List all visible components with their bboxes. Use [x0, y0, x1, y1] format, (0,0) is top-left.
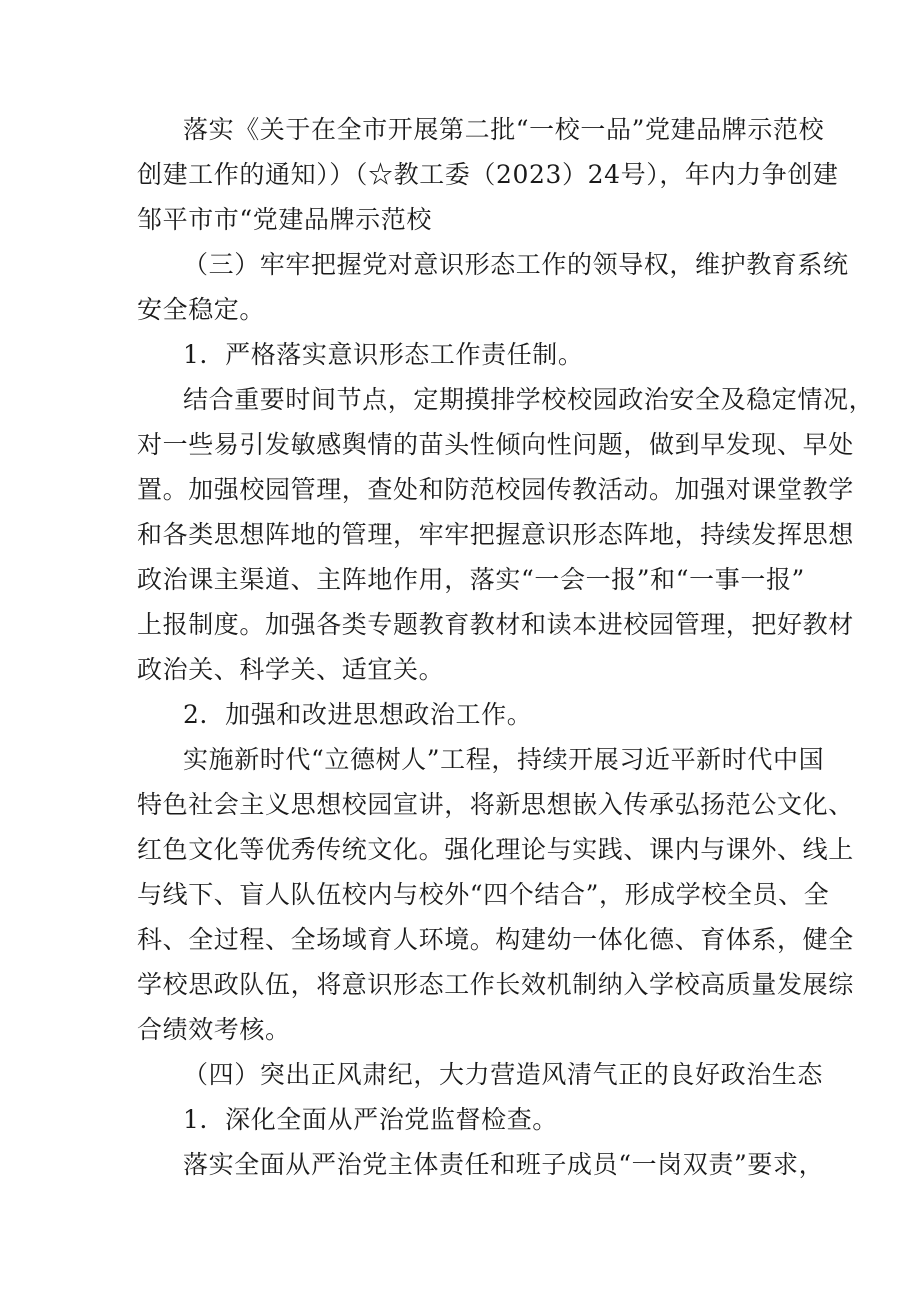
- text-line: 红色文化等优秀传统文化。强化理论与实践、课内与课外、线上: [137, 835, 854, 864]
- subsection-heading: 1．深化全面从严治党监督检查。: [183, 1105, 558, 1134]
- text-line: 创建工作的通知））（☆教工委（2023）24号），年内力争创建: [137, 160, 839, 189]
- text-line: 落实《关于在全市开展第二批“一校一品”党建品牌示范校: [183, 115, 825, 144]
- text-line: 置。加强校园管理，查处和防范校园传教活动。加强对课堂教学: [137, 475, 854, 504]
- text-line: 落实全面从严治党主体责任和班子成员“一岗双责”要求，: [183, 1150, 825, 1179]
- text-line: 实施新时代“立德树人”工程，持续开展习近平新时代中国: [183, 745, 825, 774]
- text-line: 特色社会主义思想校园宣讲，将新思想嵌入传承弘扬范公文化、: [137, 790, 854, 819]
- text-line: 学校思政队伍，将意识形态工作长效机制纳入学校高质量发展综: [137, 970, 854, 999]
- text-line: 和各类思想阵地的管理，牢牢把握意识形态阵地，持续发挥思想: [137, 520, 854, 549]
- text-line: 与线下、盲人队伍校内与校外“四个结合”，形成学校全员、全: [137, 880, 830, 909]
- section-heading: （三）牢牢把握党对意识形态工作的领导权，维护教育系统: [183, 250, 849, 279]
- text-line: 安全稳定。: [137, 295, 266, 324]
- subsection-heading: 2．加强和改进思想政治工作。: [183, 700, 533, 729]
- text-line: 合绩效考核。: [137, 1015, 291, 1044]
- text-line: 政治课主渠道、主阵地作用，落实“一会一报”和“一事一报”: [137, 565, 805, 594]
- subsection-heading: 1．严格落实意识形态工作责任制。: [183, 340, 584, 369]
- text-line: 邹平市市“党建品牌示范校: [137, 205, 432, 234]
- text-line: 科、全过程、全场域育人环境。构建幼一体化德、育体系，健全: [137, 925, 854, 954]
- text-line: 政治关、科学关、适宜关。: [137, 655, 445, 684]
- section-heading: （四）突出正风肃纪，大力营造风清气正的良好政治生态: [183, 1060, 824, 1089]
- text-line: 上报制度。加强各类专题教育教材和读本进校园管理，把好教材: [137, 610, 854, 639]
- text-line: 结合重要时间节点，定期摸排学校校园政治安全及稳定情况，: [183, 385, 875, 414]
- text-line: 对一些易引发敏感舆情的苗头性倾向性问题，做到早发现、早处: [137, 430, 854, 459]
